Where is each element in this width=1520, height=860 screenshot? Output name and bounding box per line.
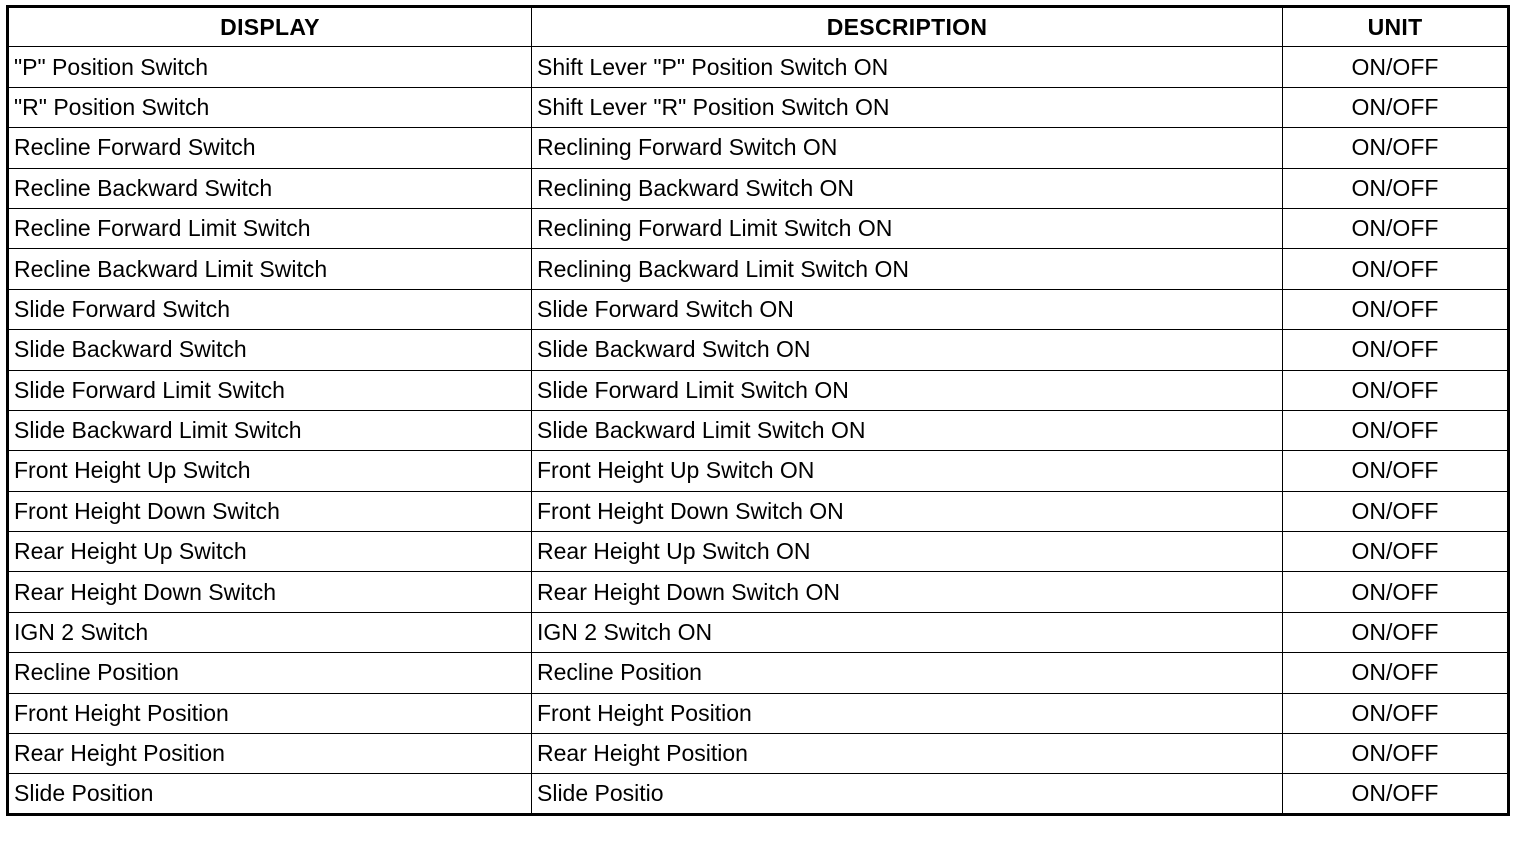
table-row	[8, 451, 1509, 491]
header-display: DISPLAY	[8, 7, 532, 47]
unit-cell: ON/OFF	[1283, 410, 1509, 450]
data-display-table	[6, 5, 1510, 816]
description-cell: Rear Height Up Switch ON	[532, 532, 1283, 572]
description-cell: Slide Backward Limit Switch ON	[532, 410, 1283, 450]
table-row	[8, 734, 1509, 774]
table-row	[8, 330, 1509, 370]
description-cell: Front Height Position	[532, 693, 1283, 733]
unit-cell: ON/OFF	[1283, 612, 1509, 652]
table-row	[8, 47, 1509, 87]
description-cell: Front Height Down Switch ON	[532, 491, 1283, 531]
unit-cell: ON/OFF	[1283, 128, 1509, 168]
unit-cell: ON/OFF	[1283, 370, 1509, 410]
description-cell: Slide Positio	[532, 774, 1283, 814]
unit-cell: ON/OFF	[1283, 451, 1509, 491]
unit-cell: ON/OFF	[1283, 693, 1509, 733]
table-header	[8, 7, 1509, 47]
unit-cell: ON/OFF	[1283, 47, 1509, 87]
header-unit: UNIT	[1283, 7, 1509, 47]
unit-cell: ON/OFF	[1283, 249, 1509, 289]
unit-cell: ON/OFF	[1283, 208, 1509, 248]
unit-cell: ON/OFF	[1283, 653, 1509, 693]
unit-cell: ON/OFF	[1283, 774, 1509, 814]
description-cell: IGN 2 Switch ON	[532, 612, 1283, 652]
display-cell: Slide Backward Limit Switch	[8, 410, 532, 450]
description-cell: Recline Position	[532, 653, 1283, 693]
display-cell: Rear Height Down Switch	[8, 572, 532, 612]
description-cell: Slide Backward Switch ON	[532, 330, 1283, 370]
table-body	[8, 47, 1509, 814]
description-cell: Rear Height Position	[532, 734, 1283, 774]
table-row	[8, 168, 1509, 208]
table-row	[8, 249, 1509, 289]
description-cell: Shift Lever "R" Position Switch ON	[532, 87, 1283, 127]
table-row	[8, 410, 1509, 450]
table-row	[8, 532, 1509, 572]
table-row	[8, 612, 1509, 652]
table-row	[8, 693, 1509, 733]
unit-cell: ON/OFF	[1283, 168, 1509, 208]
display-cell: Front Height Up Switch	[8, 451, 532, 491]
table-row	[8, 208, 1509, 248]
display-cell: "P" Position Switch	[8, 47, 532, 87]
table-row	[8, 572, 1509, 612]
table-row	[8, 370, 1509, 410]
display-cell: Slide Forward Switch	[8, 289, 532, 329]
display-cell: IGN 2 Switch	[8, 612, 532, 652]
display-cell: "R" Position Switch	[8, 87, 532, 127]
display-cell: Slide Backward Switch	[8, 330, 532, 370]
unit-cell: ON/OFF	[1283, 491, 1509, 531]
display-cell: Recline Position	[8, 653, 532, 693]
display-cell: Slide Forward Limit Switch	[8, 370, 532, 410]
table-row	[8, 774, 1509, 814]
description-cell: Reclining Backward Limit Switch ON	[532, 249, 1283, 289]
display-cell: Rear Height Position	[8, 734, 532, 774]
description-cell: Slide Forward Switch ON	[532, 289, 1283, 329]
display-cell: Recline Backward Limit Switch	[8, 249, 532, 289]
unit-cell: ON/OFF	[1283, 289, 1509, 329]
description-cell: Reclining Forward Switch ON	[532, 128, 1283, 168]
description-cell: Front Height Up Switch ON	[532, 451, 1283, 491]
description-cell: Reclining Forward Limit Switch ON	[532, 208, 1283, 248]
description-cell: Rear Height Down Switch ON	[532, 572, 1283, 612]
description-cell: Shift Lever "P" Position Switch ON	[532, 47, 1283, 87]
display-cell: Front Height Position	[8, 693, 532, 733]
unit-cell: ON/OFF	[1283, 532, 1509, 572]
table-row	[8, 653, 1509, 693]
display-cell: Rear Height Up Switch	[8, 532, 532, 572]
table-row	[8, 491, 1509, 531]
table-row	[8, 289, 1509, 329]
header-description: DESCRIPTION	[532, 7, 1283, 47]
display-cell: Recline Backward Switch	[8, 168, 532, 208]
unit-cell: ON/OFF	[1283, 87, 1509, 127]
table-row	[8, 87, 1509, 127]
display-cell: Front Height Down Switch	[8, 491, 532, 531]
display-cell: Slide Position	[8, 774, 532, 814]
display-cell: Recline Forward Switch	[8, 128, 532, 168]
unit-cell: ON/OFF	[1283, 330, 1509, 370]
display-cell: Recline Forward Limit Switch	[8, 208, 532, 248]
unit-cell: ON/OFF	[1283, 572, 1509, 612]
table-row	[8, 128, 1509, 168]
header-row	[8, 7, 1509, 47]
description-cell: Reclining Backward Switch ON	[532, 168, 1283, 208]
unit-cell: ON/OFF	[1283, 734, 1509, 774]
description-cell: Slide Forward Limit Switch ON	[532, 370, 1283, 410]
